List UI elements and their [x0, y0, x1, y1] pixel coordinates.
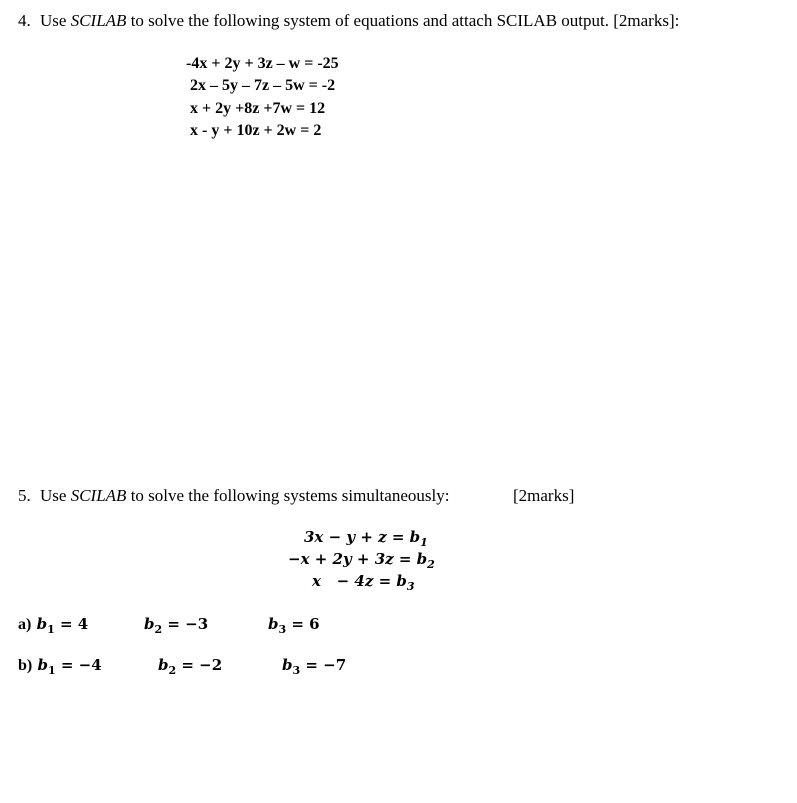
question-4-equation-2: 2x – 5y – 7z – 5w = -2: [190, 77, 336, 94]
part-a-b2: $b_2 = -3$: [144, 615, 209, 636]
question-5-prompt: [18, 486, 449, 506]
question-5-marks: [2marks]: [513, 486, 575, 505]
question-4-text-after: to solve the following system of equations and attach SCILAB output. [2marks]:: [126, 11, 680, 30]
part-a-b3: $b_3 = 6$: [268, 615, 320, 636]
question-4-number: 4.: [18, 11, 31, 30]
question-5-equation-3: x − $4z = b_3$: [312, 572, 415, 593]
question-5-equation-1: $3x - y + z = b_1$: [304, 528, 428, 549]
part-a-label: a): [18, 616, 32, 633]
part-b-b1: b) $b_1 = -4$: [18, 656, 102, 677]
question-4-equation-3: x + 2y +8z +7w = 12: [190, 100, 326, 117]
question-5-number: 5.: [18, 486, 31, 505]
question-4-text-before: Use: [40, 11, 71, 30]
question-5-text-before: Use: [40, 486, 71, 505]
part-b-label: b): [18, 657, 33, 674]
question-4-software: SCILAB: [70, 11, 127, 30]
question-5-equation-2: $-x + 2y + 3z = b_2$: [288, 550, 435, 571]
part-b-b3: $b_3 = -7$: [282, 656, 347, 677]
part-a-b1: a) $b_1 = 4$: [18, 615, 89, 636]
question-5-text-after: to solve the following systems simultaneously:: [126, 486, 450, 505]
part-b-b2: $b_2 = -2$: [158, 656, 223, 677]
question-4-equation-1: -4x + 2y + 3z – w = -25: [186, 55, 339, 72]
question-4-equation-4: x - y + 10z + 2w = 2: [190, 122, 322, 139]
question-5-software: SCILAB: [70, 486, 127, 505]
question-4-prompt: [18, 11, 679, 31]
